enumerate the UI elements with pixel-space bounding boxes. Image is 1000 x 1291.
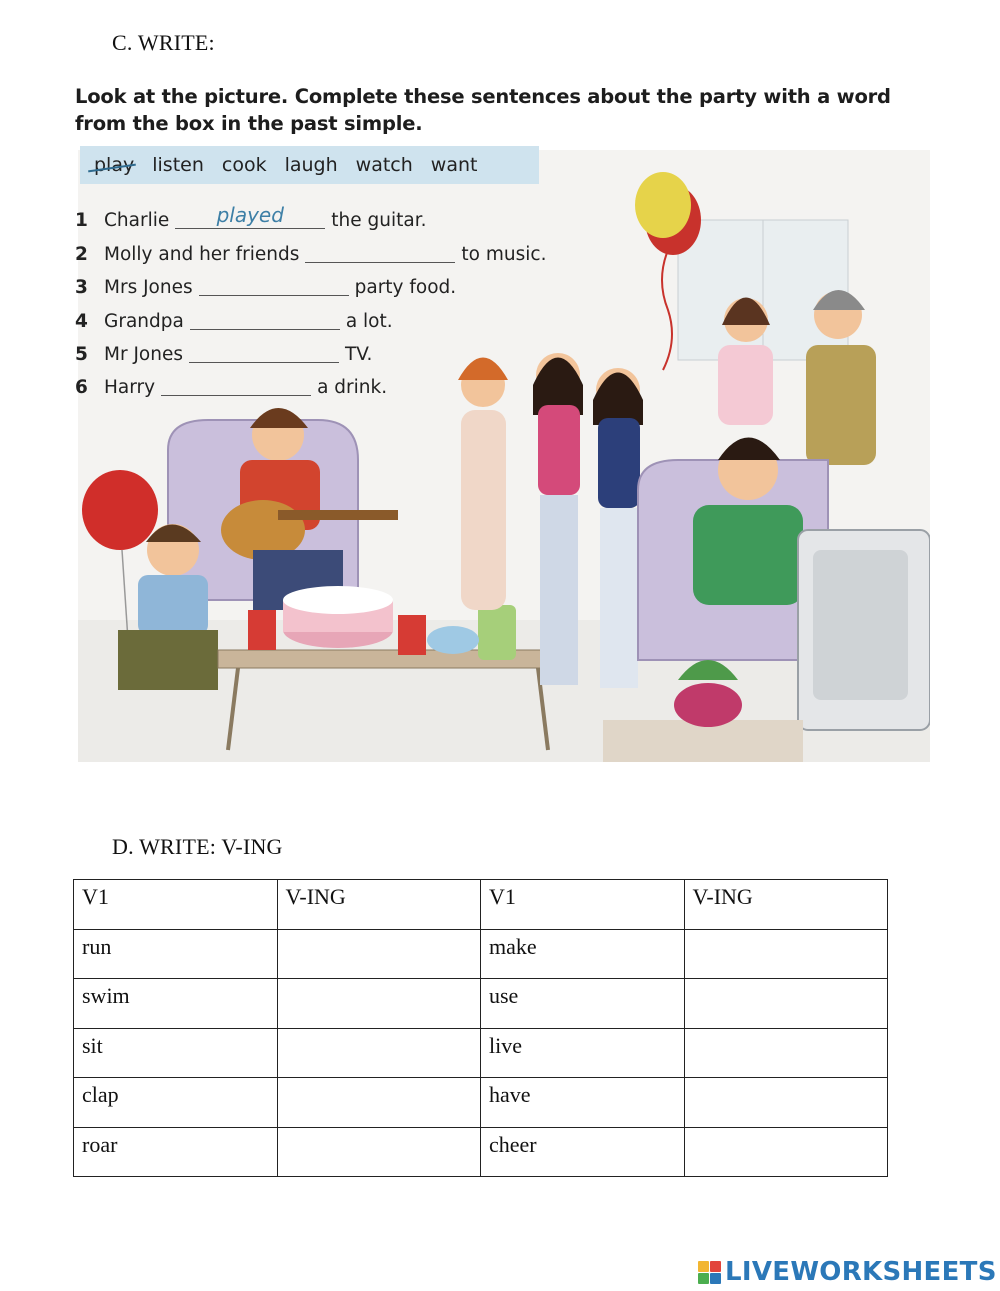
table-row xyxy=(74,1028,888,1078)
ving-answer-cell[interactable] xyxy=(684,1127,888,1177)
instruction-text: Look at the picture. Complete these sentences about the party with a word from the box in the past simple. xyxy=(75,85,891,135)
table-row xyxy=(74,929,888,979)
answer-blank-5[interactable] xyxy=(189,340,339,363)
ving-answer-cell[interactable] xyxy=(684,1078,888,1128)
word-want: want xyxy=(430,154,478,176)
logo-text: LIVEWORKSHEETS xyxy=(725,1257,997,1287)
verb-cell: roar xyxy=(74,1127,278,1177)
sentence-start: Harry xyxy=(104,377,156,399)
sentence-end: party food. xyxy=(354,277,457,299)
ving-answer-cell[interactable] xyxy=(277,929,481,979)
sentence-number: 2 xyxy=(75,243,88,265)
sentence-end: the guitar. xyxy=(331,210,427,232)
sentence-start: Charlie xyxy=(104,210,170,232)
ving-answer-cell[interactable] xyxy=(277,1127,481,1177)
word-laugh: laugh xyxy=(284,154,338,176)
sentence-5 xyxy=(75,332,546,365)
ving-answer-cell[interactable] xyxy=(277,1028,481,1078)
table-header: V1 xyxy=(74,880,278,930)
sentence-4 xyxy=(75,298,546,331)
table-header: V-ING xyxy=(684,880,888,930)
sentence-start: Molly and her friends xyxy=(104,243,300,265)
answer-blank-2[interactable] xyxy=(305,240,455,263)
sentence-2 xyxy=(75,231,546,264)
sentence-start: Mr Jones xyxy=(104,343,183,365)
sentence-end: TV. xyxy=(344,343,373,365)
table-row xyxy=(74,979,888,1029)
sentence-6 xyxy=(75,365,546,398)
liveworksheets-logo xyxy=(698,1257,997,1287)
answer-text: played xyxy=(216,203,284,228)
word-watch: watch xyxy=(355,154,413,176)
section-c-title: C. WRITE: xyxy=(112,30,215,55)
yellow-balloon xyxy=(635,172,691,238)
word-play: play xyxy=(94,154,135,176)
sentence-list xyxy=(75,198,546,398)
sentence-number: 3 xyxy=(75,277,88,299)
flower-vase xyxy=(674,683,742,727)
verb-cell: sit xyxy=(74,1028,278,1078)
word-cook: cook xyxy=(221,154,267,176)
logo-mark-icon xyxy=(698,1261,721,1284)
verb-cell: run xyxy=(74,929,278,979)
verb-cell: swim xyxy=(74,979,278,1029)
answer-blank-4[interactable] xyxy=(190,307,340,330)
ving-answer-cell[interactable] xyxy=(684,1028,888,1078)
sentence-number: 1 xyxy=(75,210,88,232)
answer-blank-3[interactable] xyxy=(199,273,349,296)
verb-cell: use xyxy=(481,979,685,1029)
table-header: V-ING xyxy=(277,880,481,930)
sentence-end: a drink. xyxy=(317,377,388,399)
word-box xyxy=(80,146,539,184)
answer-blank-1[interactable] xyxy=(175,203,325,229)
sentence-number: 6 xyxy=(75,377,88,399)
verb-cell: clap xyxy=(74,1078,278,1128)
verb-cell: cheer xyxy=(481,1127,685,1177)
sentence-end: to music. xyxy=(461,243,547,265)
ving-answer-cell[interactable] xyxy=(277,1078,481,1128)
sentence-number: 4 xyxy=(75,310,88,332)
ving-answer-cell[interactable] xyxy=(277,979,481,1029)
sentence-1 xyxy=(75,198,546,231)
sentence-start: Mrs Jones xyxy=(104,277,193,299)
sentence-number: 5 xyxy=(75,343,88,365)
answer-blank-6[interactable] xyxy=(161,373,311,396)
ving-answer-cell[interactable] xyxy=(684,979,888,1029)
verb-cell: make xyxy=(481,929,685,979)
section-d-title: D. WRITE: V-ING xyxy=(112,834,283,859)
sentence-start: Grandpa xyxy=(104,310,184,332)
word-listen: listen xyxy=(152,154,204,176)
verb-cell: have xyxy=(481,1078,685,1128)
table-header: V1 xyxy=(481,880,685,930)
table-row xyxy=(74,1127,888,1177)
table-row xyxy=(74,1078,888,1128)
sentence-3 xyxy=(75,265,546,298)
sentence-end: a lot. xyxy=(345,310,393,332)
table-header-row xyxy=(74,880,888,930)
ving-answer-cell[interactable] xyxy=(684,929,888,979)
ving-table xyxy=(73,879,888,1177)
verb-cell: live xyxy=(481,1028,685,1078)
red-balloon-left xyxy=(82,470,158,550)
